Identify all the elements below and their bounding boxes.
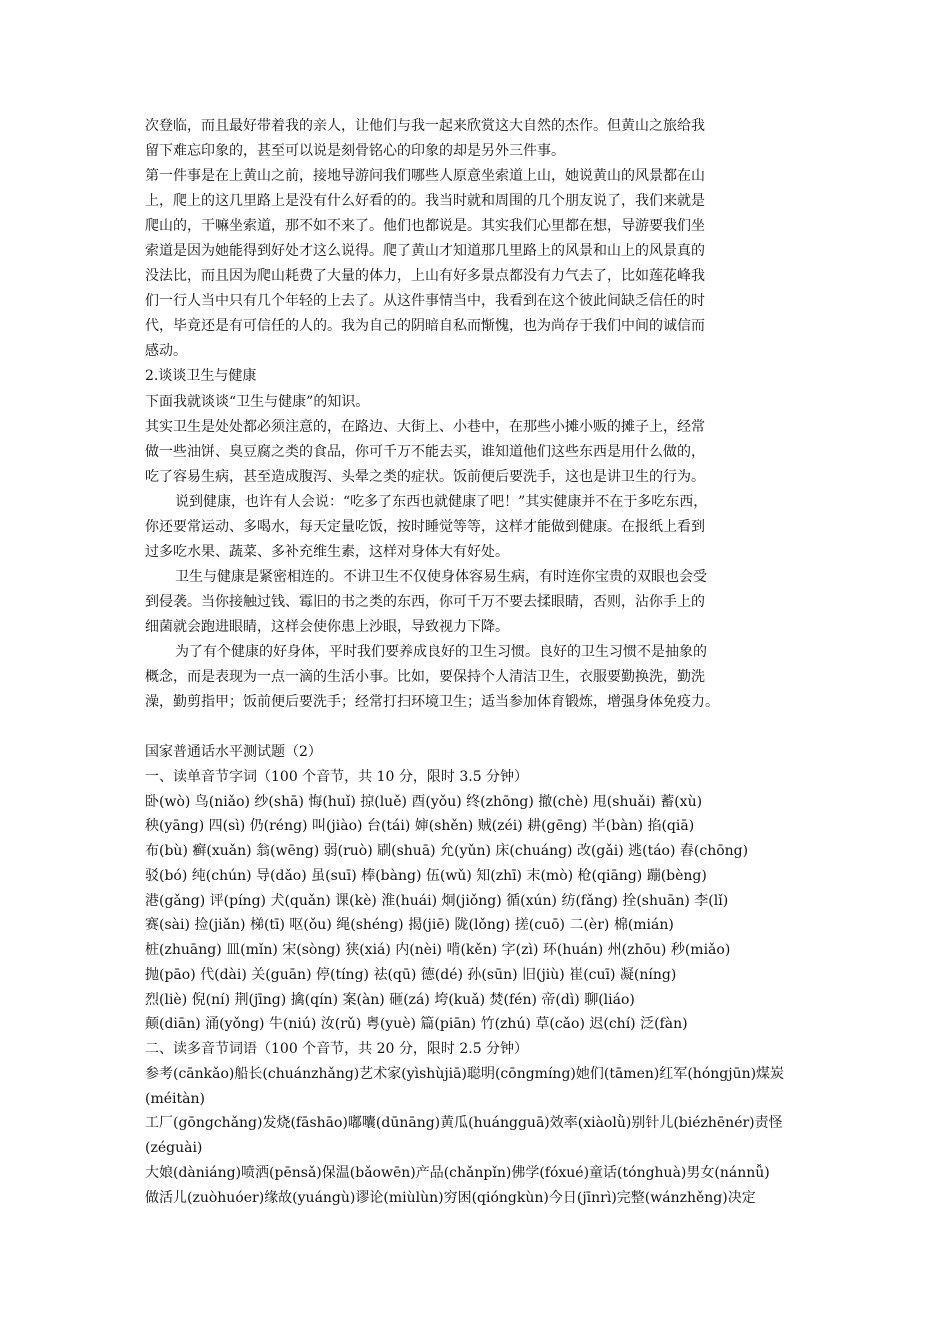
word-row: 工厂(gōngchǎng)发烧(fāshāo)嘟囔(dūnāng)黄瓜(huángguā)效率(xiàolǜ)别针儿(biézhēnér)责怪: [145, 1115, 783, 1132]
text-line: 上，爬上的这几里路上是没有什么好看的的。我当时就和周围的几个朋友说了，我们来就是: [145, 193, 705, 210]
text-line: 你还要常运动、多喝水，每天定量吃饭，按时睡觉等等，这样才能做到健康。在报纸上看到: [145, 518, 705, 535]
syllable-row: 卧(wò) 鸟(niǎo) 纱(shā) 悔(huǐ) 掠(luě) 酉(yǒu) 终(zhōng) 撤(chè) 甩(shuǎi) 蓄(xù): [145, 793, 703, 810]
text-line: 过多吃水果、蔬菜、多补充维生素，这样对身体大有好处。: [145, 543, 509, 560]
text-line: 索道是因为她能得到好处才这么说得。爬了黄山才知道那几里路上的风景和山上的风景真的: [145, 243, 705, 260]
word-row: 做活儿(zuòhuóer)缘故(yuángù)谬论(miùlùn)穷困(qióngkùn)今日(jīnrì)完整(wánzhěng)决定: [145, 1189, 756, 1206]
text-line: 细菌就会跑进眼睛，这样会使你患上沙眼，导致视力下降。: [145, 618, 509, 635]
text-line: 感动。: [145, 343, 187, 360]
text-line: 澡，勤剪指甲；饭前便后要洗手；经常打扫环境卫生；适当参加体育锻炼，增强身体免疫力。: [145, 694, 719, 711]
test-title: 国家普通话水平测试题（2）: [145, 744, 322, 761]
section-heading: 二、读多音节词语（100 个音节，共 20 分，限时 2.5 分钟）: [145, 1041, 529, 1058]
syllable-row: 桩(zhuāng) 皿(mǐn) 宋(sòng) 狭(xiá) 内(nèi) 啃(kěn) 字(zì) 环(huán) 州(zhōu) 秒(miǎo): [145, 942, 731, 959]
syllable-row: 赛(sài) 捡(jiǎn) 梯(tī) 呕(ǒu) 绳(shéng) 揭(jiē) 陇(lǒng) 搓(cuō) 二(èr) 棉(mián): [145, 917, 674, 934]
text-line: 为了有个健康的好身体，平时我们要养成良好的卫生习惯。良好的卫生习惯不是抽象的: [175, 643, 707, 660]
syllable-row: 秧(yāng) 四(sì) 仍(réng) 叫(jiào) 台(tái) 婶(shěn) 贼(zéi) 耕(gēng) 半(bàn) 掐(qiā): [145, 818, 695, 835]
syllable-row: 抛(pāo) 代(dài) 关(guān) 停(tíng) 祛(qū) 德(dé) 孙(sūn) 旧(jiù) 崔(cuī) 凝(níng): [145, 966, 677, 983]
text-line: 没法比，而且因为爬山耗费了大量的体力，上山有好多景点都没有力气去了，比如莲花峰我: [145, 268, 705, 285]
text-line: 下面我就谈谈“卫生与健康”的知识。: [145, 393, 370, 410]
text-line: 吃了容易生病，甚至造成腹泻、头晕之类的症状。饭前便后要洗手，这也是讲卫生的行为。: [145, 468, 705, 485]
syllable-row: 颠(diān) 涌(yǒng) 牛(niú) 汝(rǔ) 粤(yuè) 篇(piān) 竹(zhú) 草(cǎo) 迟(chí) 泛(fàn): [145, 1016, 688, 1033]
topic-heading: 2.谈谈卫生与健康: [145, 368, 257, 385]
essay-continuation: [145, 114, 815, 364]
test-paper: [145, 740, 815, 1210]
document-page: [145, 114, 815, 1210]
text-line: 爬山的，干嘛坐索道，那不如不来了。他们也都说是。其实我们心里都在想，导游要我们坐: [145, 218, 705, 235]
syllable-row: 布(bù) 癣(xuǎn) 翁(wēng) 弱(ruò) 刷(shuā) 允(yǔn) 床(chuáng) 改(gǎi) 逃(táo) 舂(chōng): [145, 843, 749, 860]
section-heading: 一、读单音节字词（100 个音节，共 10 分，限时 3.5 分钟）: [145, 768, 529, 785]
syllable-row: 烈(liè) 倪(ní) 荆(jīng) 擒(qín) 案(àn) 砸(zá) 垮(kuǎ) 焚(fén) 帝(dì) 聊(liáo): [145, 991, 635, 1008]
word-row: (méitàn): [145, 1090, 205, 1107]
text-line: 们一行人当中只有几个年轻的上去了。从这件事情当中，我看到在这个彼此间缺乏信任的时: [145, 293, 705, 310]
word-row: 参考(cānkǎo)船长(chuánzhǎng)艺术家(yìshùjiā)聪明(cōngmíng)她们(tāmen)红军(hóngjūn)煤炭: [145, 1065, 785, 1082]
text-line: 代，毕竟还是有可信任的人的。我为自己的阴暗自私而惭愧，也为尚存于我们中间的诚信而: [145, 318, 705, 335]
spacer: [145, 715, 815, 740]
syllable-row: 驳(bó) 纯(chún) 导(dǎo) 虽(suī) 棒(bàng) 伍(wǔ) 知(zhī) 末(mò) 枪(qiāng) 蹦(bèng): [145, 867, 707, 884]
topic-health: [145, 364, 815, 715]
text-line: 做一些油饼、臭豆腐之类的食品，你可千万不能去买，谁知道他们这些东西是用什么做的，: [145, 443, 705, 460]
word-row: 大娘(dàniáng)喷洒(pēnsǎ)保温(bǎowēn)产品(chǎnpǐn)佛学(fóxué)童话(tónghuà)男女(nánnǚ): [145, 1164, 770, 1181]
text-line: 说到健康，也许有人会说：“吃多了东西也就健康了吧！”其实健康并不在于多吃东西，: [175, 493, 708, 510]
text-line: 卫生与健康是紧密相连的。不讲卫生不仅使身体容易生病，有时连你宝贵的双眼也会受: [175, 568, 707, 585]
text-line: 次登临，而且最好带着我的亲人，让他们与我一起来欣赏这大自然的杰作。但黄山之旅给我: [145, 118, 705, 134]
syllable-row: 港(gǎng) 评(píng) 犬(quǎn) 课(kè) 淮(huái) 炯(jiǒng) 循(xún) 纺(fǎng) 拴(shuān) 李(lǐ): [145, 892, 729, 909]
text-line: 留下难忘印象的，甚至可以说是刻骨铭心的印象的却是另外三件事。: [145, 143, 565, 160]
text-line: 到侵袭。当你接触过钱、霉旧的书之类的东西，你可千万不要去揉眼睛，否则，沾你手上的: [145, 593, 705, 610]
text-line: 其实卫生是处处都必须注意的，在路边、大街上、小巷中，在那些小摊小贩的摊子上，经常: [145, 418, 705, 435]
text-line: 第一件事是在上黄山之前，接地导游问我们哪些人原意坐索道上山，她说黄山的风景都在山: [145, 168, 705, 185]
text-line: 概念，而是表现为一点一滴的生活小事。比如，要保持个人清洁卫生，衣服要勤换洗，勤洗: [145, 669, 705, 686]
word-row: (zéguài): [145, 1140, 203, 1157]
